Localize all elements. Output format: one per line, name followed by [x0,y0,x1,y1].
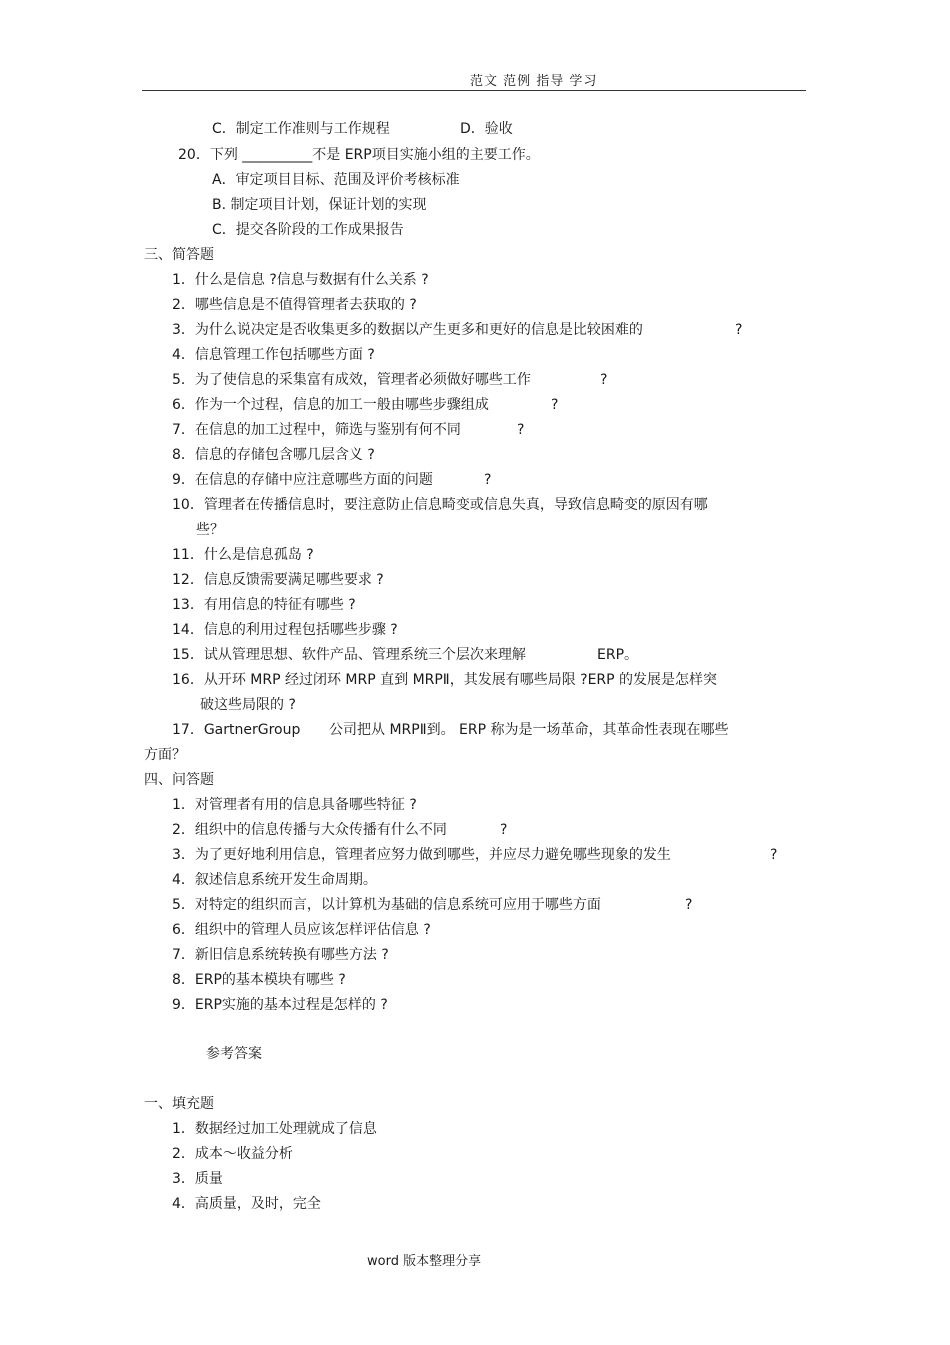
section-heading-4: 四、问答题 [144,772,214,788]
essay-question-7: 7．新旧信息系统转换有哪些方法 ? [172,947,389,963]
answer-3: 3．质量 [172,1171,223,1187]
essay-question-2: 2．组织中的信息传播与大众传播有什么不同 [172,822,447,838]
essay-question-1: 1．对管理者有用的信息具备哪些特征 ? [172,797,417,813]
essay-question-4: 4．叙述信息系统开发生命周期。 [172,872,377,888]
answer-2: 2．成本～收益分析 [172,1146,293,1162]
short-question-17: 17．GartnerGroup [172,722,301,738]
section-heading-1: 一、填充题 [144,1096,214,1112]
short-question-17-body: 公司把从 MRPⅡ到。 ERP 称为是一场革命，其革命性表现在哪些 [329,722,729,738]
short-question-5-mark: ? [600,372,608,388]
short-question-5: 5．为了使信息的采集富有成效，管理者必须做好哪些工作 [172,372,531,388]
question-20: 20．下列 __________不是 ERP项目实施小组的主要工作。 [178,147,540,163]
section-heading: 三、简答题 [144,247,214,263]
short-question-13: 13．有用信息的特征有哪些 ? [172,597,356,613]
option-a: A．审定项目目标、范围及评价考核标准 [212,172,460,188]
short-question-4: 4．信息管理工作包括哪些方面 ? [172,347,375,363]
essay-question-3-mark: ? [770,847,778,863]
essay-question-8: 8．ERP的基本模块有哪些 ? [172,972,346,988]
short-question-7-mark: ? [517,422,525,438]
answer-key-title: 参考答案 [206,1046,262,1062]
short-question-9: 9．在信息的存储中应注意哪些方面的问题 [172,472,433,488]
essay-question-9: 9．ERP实施的基本过程是怎样的 ? [172,997,388,1013]
option-c-2: C．提交各阶段的工作成果报告 [212,222,404,238]
short-question-6: 6．作为一个过程，信息的加工一般由哪些步骤组成 [172,397,489,413]
short-question-2: 2．哪些信息是不值得管理者去获取的 ? [172,297,417,313]
header-rule [142,90,806,91]
essay-question-2-mark: ? [500,822,508,838]
short-question-7: 7．在信息的加工过程中，筛选与鉴别有何不同 [172,422,461,438]
answer-4: 4．高质量，及时，完全 [172,1196,321,1212]
short-question-16-cont: 破这些局限的 ? [200,697,296,713]
short-question-3: 3．为什么说决定是否收集更多的数据以产生更多和更好的信息是比较困难的 [172,322,643,338]
short-question-10-cont: 些？ [196,522,224,538]
option-b: B. 制定项目计划，保证计划的实现 [212,197,427,213]
short-question-14: 14．信息的利用过程包括哪些步骤 ? [172,622,398,638]
option-c: C．制定工作准则与工作规程 [212,121,390,137]
answer-1: 1．数据经过加工处理就成了信息 [172,1121,377,1137]
page-footer: word 版本整理分享 [367,1254,482,1269]
essay-question-5: 5．对特定的组织而言，以计算机为基础的信息系统可应用于哪些方面 [172,897,601,913]
short-question-15-tail: ERP。 [597,647,639,663]
essay-question-3: 3．为了更好地利用信息，管理者应努力做到哪些，并应尽力避免哪些现象的发生 [172,847,671,863]
option-d: D．验收 [460,121,513,137]
essay-question-5-mark: ? [685,897,693,913]
short-question-1: 1．什么是信息 ?信息与数据有什么关系 ? [172,272,429,288]
short-question-10: 10．管理者在传播信息时，要注意防止信息畸变或信息失真，导致信息畸变的原因有哪 [172,497,708,513]
short-question-3-mark: ? [735,322,743,338]
short-question-6-mark: ? [551,397,559,413]
page-header: 范文 范例 指导 学习 [470,74,598,89]
short-question-16: 16．从开环 MRP 经过闭环 MRP 直到 MRPⅡ，其发展有哪些局限 ?ERP 的发展是怎样突 [172,672,718,688]
essay-question-6: 6．组织中的管理人员应该怎样评估信息 ? [172,922,431,938]
short-question-9-mark: ? [484,472,492,488]
short-question-8: 8．信息的存储包含哪几层含义 ? [172,447,375,463]
short-question-12: 12．信息反馈需要满足哪些要求 ? [172,572,384,588]
short-question-17-cont: 方面？ [144,747,186,763]
short-question-11: 11．什么是信息孤岛 ? [172,547,314,563]
short-question-15: 15．试从管理思想、软件产品、管理系统三个层次来理解 [172,647,526,663]
